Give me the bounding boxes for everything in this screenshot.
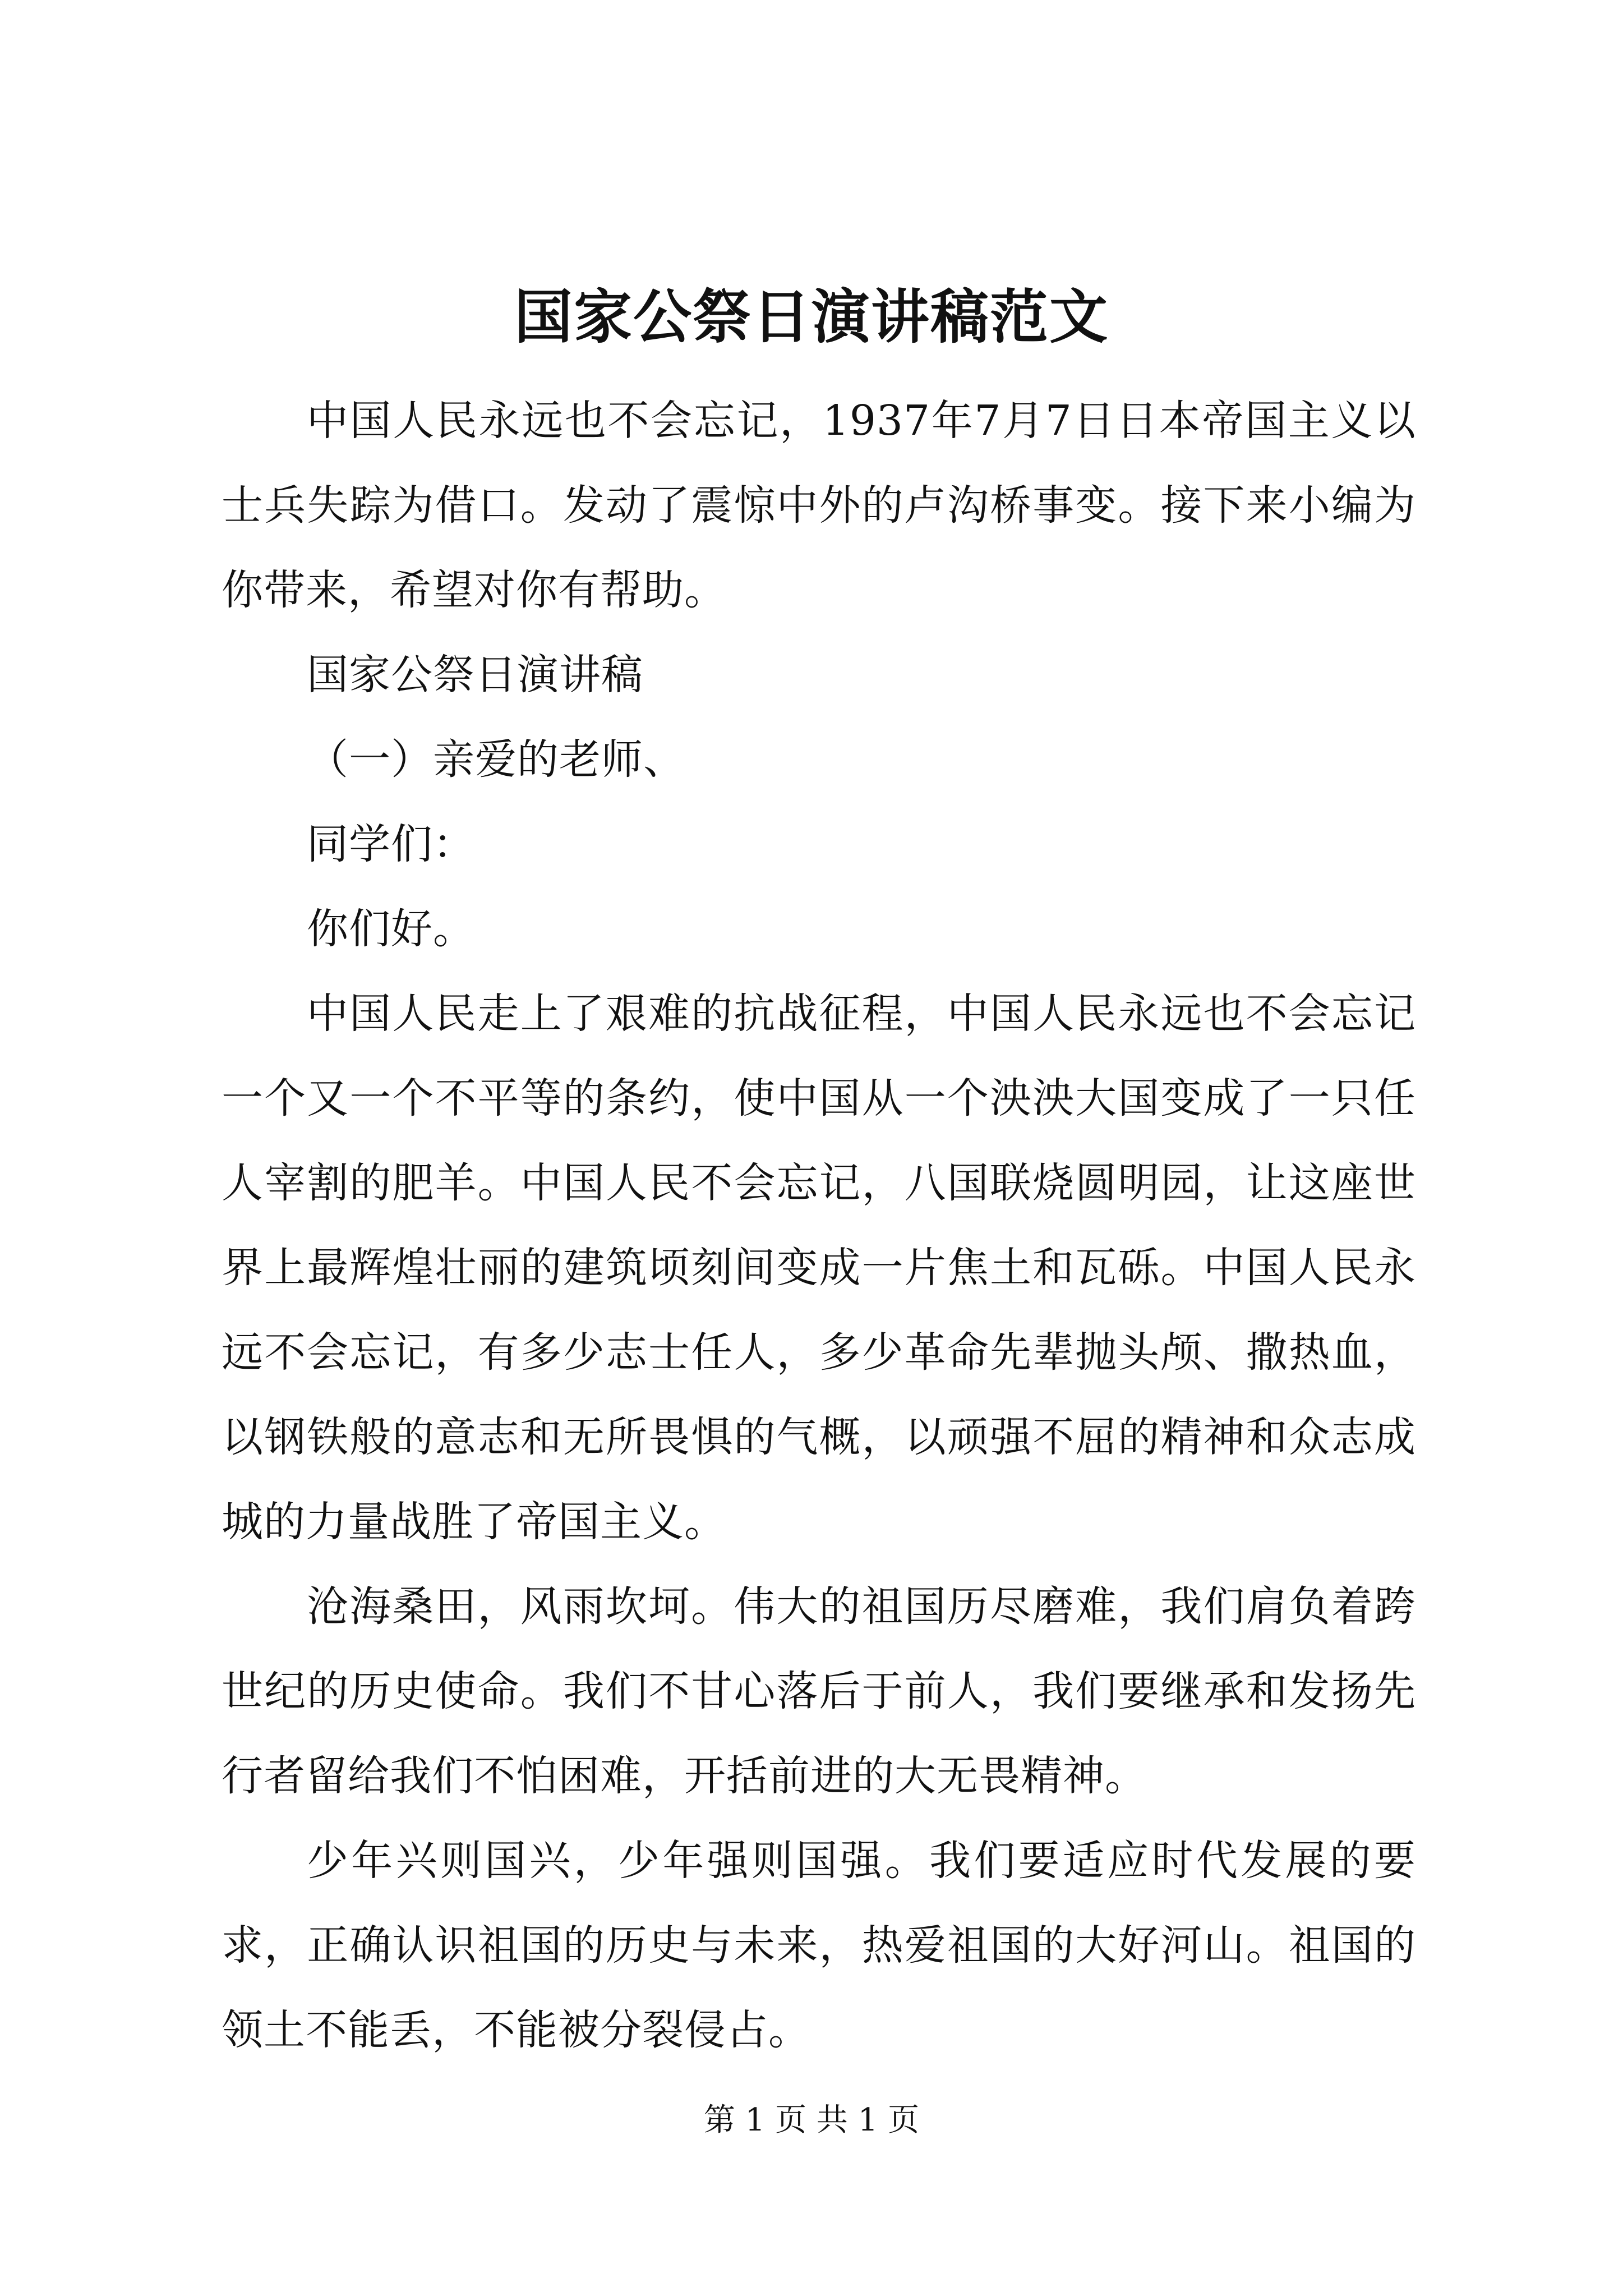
page-number-footer: 第 1 页 共 1 页	[703, 2102, 920, 2138]
paragraph-intro: 中国人民永远也不会忘记，1937年7月7日日本帝国主义以士兵失踪为借口。发动了震惊中外的卢沟桥事变。接下来小编为你带来，希望对你有帮助。	[222, 397, 1416, 614]
paragraph-greeting: 你们好。	[307, 905, 475, 953]
paragraph-salutation: （一）亲爱的老师、	[307, 735, 685, 784]
document-title: 国家公祭日演讲稿范文	[514, 282, 1109, 351]
paragraph-classmates: 同学们：	[307, 820, 475, 868]
paragraph-youth: 少年兴则国兴，少年强则国强。我们要适应时代发展的要求，正确认识祖国的历史与未来，热爱祖国的大好河山。祖国的领土不能丢，不能被分裂侵占。	[222, 1837, 1416, 2054]
paragraph-subtitle: 国家公祭日演讲稿	[307, 651, 643, 699]
paragraph-history: 中国人民走上了艰难的抗战征程，中国人民永远也不会忘记一个又一个不平等的条约，使中国从一个泱泱大国变成了一只任人宰割的肥羊。中国人民不会忘记，八国联烧圆明园，让这座世界上最辉煌壮丽的建筑顷刻间变成一片焦土和瓦砾。中国人民永远不会忘记，有多少志士任人，多少革命先辈抛头颅、撒热血，以钢铁般的意志和无所畏惧的气概，以顽强不屈的精神和众志成城的力量战胜了帝国主义。	[222, 990, 1416, 1546]
paragraph-mission: 沧海桑田，风雨坎坷。伟大的祖国历尽磨难，我们肩负着跨世纪的历史使命。我们不甘心落后于前人，我们要继承和发扬先行者留给我们不怕困难，开括前进的大无畏精神。	[222, 1582, 1416, 1800]
document-body	[222, 379, 1416, 2073]
